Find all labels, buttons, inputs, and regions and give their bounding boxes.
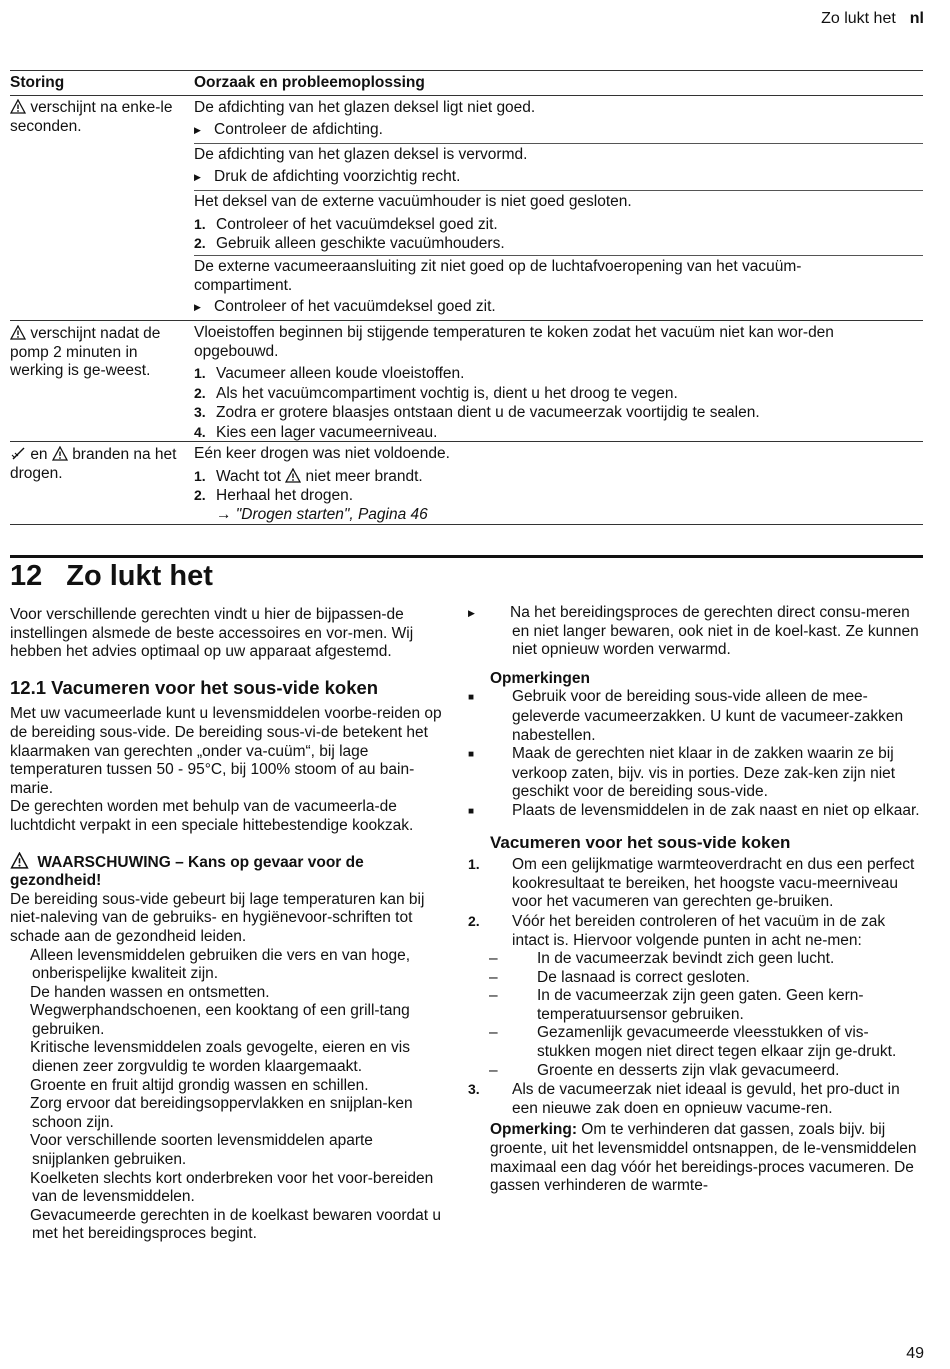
note-item — [468, 745, 922, 802]
table-top-rule — [10, 70, 923, 71]
warning-item — [10, 1077, 442, 1096]
body-paragraph: De gerechten worden met behulp van de vacumeerla-de luchtdicht verpakt in een speciale hittebestendige kookzak. — [10, 798, 414, 834]
square-bullet-icon: ■ — [468, 805, 475, 817]
note-item — [468, 801, 922, 822]
warning-item — [10, 1207, 442, 1244]
subsection-title: Vacumeren voor het sous-vide koken — [51, 676, 379, 698]
cause-block-2 — [194, 324, 899, 443]
warning-item — [10, 947, 442, 984]
cause-text: De externe vacumeeraansluiting zit niet goed op de luchtafvoeropening van het vacuüm-compartiment. — [194, 258, 802, 294]
step-number: 2. — [194, 487, 206, 504]
bullet-arrow-icon — [10, 1095, 30, 1114]
header-title: Zo lukt het — [821, 10, 896, 27]
sub-rule — [194, 190, 923, 191]
warning-item-text: Groente en fruit altijd grondig wassen en schillen. — [30, 1076, 369, 1094]
cause-text: Eén keer drogen was niet voldoende. — [194, 445, 450, 462]
cause-block-1c — [194, 193, 914, 254]
cause-block-1d — [194, 258, 894, 317]
step-text: Om een gelijkmatige warmteoverdracht en dus een perfect kookresultaat te bereiken, het hoogste vacu-meerniveau voor het vacumeren van gerechten ge-bruiken. — [512, 856, 915, 911]
bullet-arrow-icon: ▶ — [468, 608, 475, 618]
warning-icon — [285, 468, 301, 483]
cause-block-3 — [194, 445, 914, 524]
action-text: Controleer de afdichting. — [214, 120, 383, 138]
bullet-arrow-icon — [10, 1132, 30, 1151]
check-item — [490, 950, 922, 969]
page-reference-link[interactable]: → "Drogen starten", Pagina 46 — [216, 505, 428, 523]
step-number: 2. — [194, 235, 206, 252]
note-body: Om te verhinderen dat gassen, zoals bijv. bij groente, uit het levensmiddel ontsnappen, de le-vensmiddelen maximaal een dag vóór het bereidings-proces vacumeren. De gassen verhinderen de warmte- — [490, 1121, 917, 1195]
action-arrow-icon: ▶ — [194, 302, 201, 313]
storing-cell-3 — [10, 446, 186, 483]
square-bullet-icon: ■ — [468, 692, 475, 704]
warning-icon — [10, 852, 29, 869]
step-text: Wacht tot — [216, 467, 281, 485]
step-number: 2. — [468, 912, 480, 929]
warning-title: WAARSCHUWING – Kans op gevaar voor de gezondheid! — [10, 853, 364, 890]
procedure-heading: Vacumeren voor het sous-vide koken — [490, 832, 791, 852]
note-text: Maak de gerechten niet klaar in de zakken waarin ze bij verkoop zaten, bijv. vis in porties. Deze zak-ken zijn niet geschikt voor de bereiding sous-vide. — [512, 745, 896, 801]
step-number: 4. — [194, 423, 206, 440]
dash-bullet: – — [489, 968, 498, 986]
continued-bullet — [468, 604, 922, 660]
sub-rule — [194, 255, 923, 256]
note-text: Plaats de levensmiddelen in de zak naast en niet op elkaar. — [512, 801, 920, 819]
step-text: niet meer brandt. — [305, 467, 423, 485]
warning-item-text: De handen wassen en ontsmetten. — [30, 983, 270, 1001]
bullet-arrow-icon — [10, 984, 30, 1003]
section-number: 12 — [10, 560, 43, 592]
running-header — [821, 10, 924, 28]
dash-bullet: – — [489, 950, 498, 968]
cause-text: Het deksel van de externe vacuümhouder is niet goed gesloten. — [194, 193, 632, 210]
warning-item-text: Koelketen slechts kort onderbreken voor het voor-bereiden van de levensmiddelen. — [30, 1169, 434, 1206]
section-title: Zo lukt het — [66, 560, 213, 592]
warning-item — [10, 1132, 442, 1169]
warning-list — [10, 947, 442, 1245]
check-text: Gezamenlijk gevacumeerde vleesstukken of vis-stukken mogen niet direct tegen elkaar zijn ge-drukt. — [537, 1024, 897, 1061]
step-text: Als de vacumeerzak niet ideaal is gevuld, het pro-duct in een nieuwe zak doen en opnieuw vacume-ren. — [512, 1081, 900, 1117]
warning-item-text: Zorg ervoor dat bereidingsoppervlakken en snijplan-ken schoon zijn. — [30, 1095, 413, 1131]
warning-item-text: Alleen levensmiddelen gebruiken die vers en van hoge, onberispelijke kwaliteit zijn. — [30, 946, 410, 983]
notes-list — [468, 688, 922, 821]
warning-item-text: Wegwerphandschoenen, een kooktang of een grill-tang gebruiken. — [30, 1002, 410, 1038]
subsection-heading — [10, 676, 442, 698]
header-language: nl — [909, 10, 924, 27]
cause-block-1b — [194, 146, 914, 186]
action-arrow-icon: ▶ — [194, 124, 201, 135]
warning-item — [10, 1039, 442, 1076]
cause-text: Vloeistoffen beginnen bij stijgende temperaturen te koken zodat het vacuüm niet kan wor-den opgebouwd. — [194, 324, 834, 360]
warning-heading — [10, 852, 442, 891]
warning-item — [10, 984, 442, 1003]
step-number: 1. — [468, 856, 480, 873]
drying-icon — [10, 446, 26, 461]
bullet-arrow-icon — [10, 1207, 30, 1226]
storing-cell-1 — [10, 99, 186, 136]
procedure-step — [468, 912, 922, 950]
warning-item-text: Kritische levensmiddelen zoals gevogelte, eieren en vis dienen zeer zorgvuldig te worden klaargemaakt. — [30, 1039, 410, 1076]
step-text: Kies een lager vacumeerniveau. — [216, 423, 438, 441]
check-text: De lasnaad is correct gesloten. — [537, 968, 750, 986]
storing-cell-2 — [10, 325, 170, 381]
note-paragraph — [490, 1121, 922, 1195]
warning-item-text: Voor verschillende soorten levensmiddelen aparte snijplanken gebruiken. — [30, 1132, 373, 1169]
bullet-text: Na het bereidingsproces de gerechten direct consu-meren en niet langer bewaren, ook niet in de koel-kast. Ze kunnen niet opnieuw worden verwarmd. — [510, 604, 919, 659]
table-header-rule — [10, 95, 923, 96]
procedure-steps — [468, 855, 922, 1118]
check-item — [490, 969, 922, 988]
step-text: Controleer of het vacuümdeksel goed zit. — [216, 215, 498, 233]
warning-item — [10, 1002, 442, 1039]
step-text: Herhaal het drogen. — [216, 487, 354, 505]
bullet-arrow-icon — [10, 1039, 30, 1058]
bullet-arrow-icon — [10, 1077, 30, 1096]
step-text: Als het vacuümcompartiment vochtig is, dient u het droog te vegen. — [216, 384, 678, 402]
check-item — [490, 1062, 922, 1081]
step-number: 3. — [194, 404, 206, 421]
page-number: 49 — [906, 1345, 924, 1362]
check-text: In de vacumeerzak bevindt zich geen lucht. — [537, 950, 835, 968]
warning-icon — [52, 446, 68, 461]
step-number: 1. — [194, 365, 206, 382]
check-text: In de vacumeerzak zijn geen gaten. Geen kern-temperatuursensor gebruiken. — [537, 987, 864, 1023]
check-item — [490, 987, 922, 1024]
storing-text-2: verschijnt nadat de pomp 2 minuten in werking is ge-weest. — [10, 325, 161, 380]
cause-block-1a — [194, 99, 914, 139]
note-item — [468, 688, 922, 745]
check-text: Groente en desserts zijn vlak gevacumeerd. — [537, 1061, 840, 1079]
dash-bullet: – — [489, 987, 498, 1005]
row-rule — [10, 320, 923, 321]
action-text: Druk de afdichting voorzichtig recht. — [214, 167, 461, 185]
body-paragraph: Met uw vacumeerlade kunt u levensmiddelen voorbe-reiden op de bereiding sous-vide. De bereiding sous-vi-de betekent het klaarmaken van gerechten „onder va-cuüm“, bij lage temperaturen tussen 50 - 95°C, bij 100% stoom of au bain-marie. — [10, 705, 442, 797]
dash-bullet: – — [489, 1061, 498, 1079]
column-header-oorzaak: Oorzaak en probleemoplossing — [194, 74, 425, 91]
storing-text-1: verschijnt na enke-le seconden. — [10, 99, 173, 135]
procedure-step — [468, 1080, 922, 1118]
action-arrow-icon: ▶ — [194, 171, 201, 182]
and-text: en — [30, 446, 48, 463]
cause-text: De afdichting van het glazen deksel is vervormd. — [194, 146, 528, 163]
section-rule — [10, 555, 923, 558]
cause-text: De afdichting van het glazen deksel ligt niet goed. — [194, 99, 536, 116]
column-header-storing: Storing — [10, 74, 65, 91]
storing-text-3: branden na het drogen. — [10, 446, 177, 482]
step-text: Zodra er grotere blaasjes ontstaan dient u de vacumeerzak voortijdig te sealen. — [216, 404, 760, 422]
step-number: 1. — [194, 467, 206, 484]
section-heading — [10, 560, 213, 593]
action-text: Controleer of het vacuümdeksel goed zit. — [214, 298, 496, 316]
warning-icon — [10, 99, 26, 114]
note-text: Gebruik voor de bereiding sous-vide alleen de mee-geleverde vacumeerzakken. U kunt de vacumeer-zakken nabestellen. — [512, 688, 904, 744]
table-bottom-rule — [10, 524, 923, 525]
notes-title: Opmerkingen — [490, 669, 590, 687]
sub-rule — [194, 143, 923, 144]
step-number: 1. — [194, 215, 206, 232]
bullet-arrow-icon — [10, 1002, 30, 1021]
step-text: Vacumeer alleen koude vloeistoffen. — [216, 365, 465, 383]
row-rule — [10, 441, 923, 442]
note-label: Opmerking: — [490, 1121, 577, 1139]
bullet-arrow-icon — [10, 1170, 30, 1189]
left-column — [10, 606, 442, 1244]
warning-item-text: Gevacumeerde gerechten in de koelkast bewaren voordat u met het bereidingsproces begint. — [30, 1206, 441, 1243]
warning-item — [10, 1170, 442, 1207]
intro-paragraph: Voor verschillende gerechten vindt u hier de bijpassen-de instellingen alsmede de beste accessoires en vor-men. Wij hebben het advies optimaal op uw apparaat afgestemd. — [10, 606, 414, 661]
step-text: Gebruik alleen geschikte vacuümhouders. — [216, 235, 505, 253]
subsection-number: 12.1 — [10, 676, 47, 698]
warning-item — [10, 1095, 442, 1132]
right-column — [468, 604, 922, 1196]
step-number: 2. — [194, 384, 206, 401]
warning-text: De bereiding sous-vide gebeurt bij lage temperaturen kan bij niet-naleving van de gebruiks- en hygiënevoor-schriften tot schade aan de gezondheid leiden. — [10, 890, 425, 945]
square-bullet-icon: ■ — [468, 749, 475, 761]
procedure-step — [468, 855, 922, 912]
step-number: 3. — [468, 1081, 480, 1098]
dash-bullet: – — [489, 1024, 498, 1042]
warning-icon — [10, 325, 26, 340]
check-item — [490, 1024, 922, 1061]
bullet-arrow-icon — [10, 947, 30, 966]
step-text: Vóór het bereiden controleren of het vacuüm in de zak intact is. Hiervoor volgende punten in acht ne-men: — [512, 912, 886, 949]
